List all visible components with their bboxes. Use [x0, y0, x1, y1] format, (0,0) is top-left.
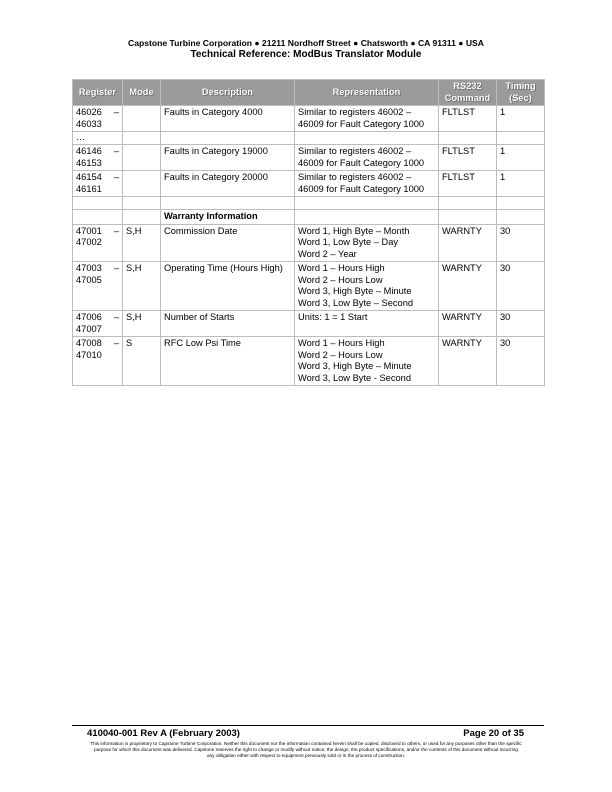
register-dash: –	[113, 263, 119, 273]
representation-line: 46009 for Fault Category 1000	[298, 183, 425, 194]
empty-cell	[161, 197, 295, 210]
register-range-start	[76, 312, 119, 324]
table-row	[73, 224, 545, 262]
register-cell	[73, 337, 123, 386]
mode-cell: S,H	[123, 262, 161, 311]
table-row	[73, 106, 545, 132]
table-row	[73, 210, 545, 225]
register-end: 46153	[76, 157, 102, 168]
register-range-start	[76, 338, 119, 350]
representation-cell	[295, 311, 439, 337]
table-row	[73, 311, 545, 337]
representation-line: Word 3, Low Byte - Second	[298, 372, 411, 383]
representation-line: Units: 1 = 1 Start	[298, 312, 368, 322]
table-row	[73, 171, 545, 197]
register-end: 46033	[76, 118, 102, 129]
register-dash: –	[113, 172, 119, 182]
register-cell	[73, 311, 123, 337]
mode-cell	[123, 106, 161, 132]
register-cell	[73, 262, 123, 311]
register-dash: –	[113, 225, 119, 236]
register-end: 46161	[76, 183, 102, 194]
description-cell: Faults in Category 20000	[161, 171, 295, 197]
register-start: 46146	[76, 146, 102, 156]
table-row	[73, 337, 545, 386]
description-cell: Operating Time (Hours High)	[161, 262, 295, 311]
register-start: 47003	[76, 263, 102, 273]
register-start: 46154	[76, 172, 102, 182]
representation-line: Word 1, Low Byte – Day	[298, 237, 399, 247]
table-row	[73, 132, 545, 145]
mode-cell: S,H	[123, 224, 161, 262]
col-header-timing	[497, 80, 545, 106]
company-address-line: Capstone Turbine Corporation ● 21211 Nordhoff Street ● Chatsworth ● CA 91311 ● USA	[128, 38, 484, 48]
empty-cell	[497, 210, 545, 225]
description-cell: Faults in Category 19000	[161, 145, 295, 171]
representation-line: Word 3, High Byte – Minute	[298, 286, 412, 296]
mode-cell: S,H	[123, 311, 161, 337]
representation-cell	[295, 337, 439, 386]
empty-cell	[439, 132, 497, 145]
footer-page-number: Page 20 of 35	[463, 728, 524, 739]
representation-line: Similar to registers 46002 –	[298, 107, 412, 117]
empty-cell	[123, 132, 161, 145]
representation-line: Word 1, High Byte – Month	[298, 225, 410, 236]
description-cell: Number of Starts	[161, 311, 295, 337]
empty-cell	[73, 197, 123, 210]
empty-cell	[497, 132, 545, 145]
representation-line: 46009 for Fault Category 1000	[298, 118, 425, 129]
rs232-command-cell: WARNTY	[439, 224, 497, 262]
col-header-timing-line2: (Sec)	[509, 92, 532, 103]
col-header-timing-line1: Timing	[505, 81, 536, 91]
register-end: 47005	[76, 274, 102, 285]
footer-rule	[72, 725, 544, 726]
register-range-start	[76, 107, 119, 119]
rs232-command-cell: WARNTY	[439, 311, 497, 337]
description-cell: Faults in Category 4000	[161, 106, 295, 132]
rs232-command-cell: FLTLST	[439, 145, 497, 171]
description-cell: RFC Low Psi Time	[161, 337, 295, 386]
representation-line: Word 2 – Hours Low	[298, 349, 383, 360]
representation-cell	[295, 171, 439, 197]
register-cell	[73, 171, 123, 197]
timing-cell: 30	[497, 311, 545, 337]
representation-cell	[295, 262, 439, 311]
col-header-rs232-line1: RS232	[453, 81, 482, 91]
timing-cell: 30	[497, 262, 545, 311]
mode-cell	[123, 171, 161, 197]
document-title: Technical Reference: ModBus Translator Module	[190, 49, 422, 60]
rs232-command-cell: WARNTY	[439, 262, 497, 311]
table-row	[73, 145, 545, 171]
timing-cell: 1	[497, 145, 545, 171]
register-end: 47002	[76, 237, 102, 247]
timing-cell: 30	[497, 337, 545, 386]
empty-cell	[295, 132, 439, 145]
register-table	[72, 79, 545, 386]
timing-cell: 1	[497, 171, 545, 197]
empty-cell	[73, 210, 123, 225]
register-dash: –	[113, 338, 119, 348]
register-dash: –	[113, 146, 119, 156]
mode-cell: S	[123, 337, 161, 386]
table-header-row	[73, 80, 545, 106]
table-row	[73, 262, 545, 311]
mode-cell	[123, 145, 161, 171]
footer-doc-id: 410040-001 Rev A (February 2003)	[87, 728, 240, 739]
empty-cell	[497, 197, 545, 210]
rs232-command-cell: WARNTY	[439, 337, 497, 386]
empty-cell	[439, 210, 497, 225]
register-start: 46026	[76, 107, 102, 117]
register-dash: –	[113, 312, 119, 322]
representation-line: Word 2 – Hours Low	[298, 274, 383, 285]
empty-cell	[439, 197, 497, 210]
empty-cell	[161, 132, 295, 145]
empty-cell	[123, 197, 161, 210]
register-end: 47010	[76, 349, 102, 360]
col-header-description: Description	[161, 80, 295, 106]
col-header-mode: Mode	[123, 80, 161, 106]
section-heading: Warranty Information	[161, 210, 295, 225]
representation-line: Word 2 – Year	[298, 248, 357, 259]
register-end: 47007	[76, 323, 102, 334]
representation-line: 46009 for Fault Category 1000	[298, 157, 425, 168]
representation-line: Similar to registers 46002 –	[298, 146, 412, 156]
rs232-command-cell: FLTLST	[439, 106, 497, 132]
empty-cell	[123, 210, 161, 225]
empty-cell	[295, 210, 439, 225]
representation-cell	[295, 224, 439, 262]
register-range-start	[76, 172, 119, 184]
representation-line: Word 1 – Hours High	[298, 338, 385, 348]
ellipsis-cell: …	[73, 132, 123, 145]
spacer-row	[73, 197, 545, 210]
description-cell: Commission Date	[161, 224, 295, 262]
register-start: 47006	[76, 312, 102, 322]
col-header-rs232-command	[439, 80, 497, 106]
representation-line: Word 3, High Byte – Minute	[298, 361, 412, 371]
representation-cell	[295, 145, 439, 171]
empty-cell	[295, 197, 439, 210]
register-start: 47008	[76, 338, 102, 348]
timing-cell: 1	[497, 106, 545, 132]
col-header-rs232-line2: Command	[444, 92, 491, 103]
col-header-representation: Representation	[295, 80, 439, 106]
representation-line: Word 1 – Hours High	[298, 263, 385, 273]
register-range-start	[76, 263, 119, 275]
register-range-start	[76, 146, 119, 158]
representation-line: Word 3, Low Byte – Second	[298, 297, 414, 308]
rs232-command-cell: FLTLST	[439, 171, 497, 197]
representation-cell	[295, 106, 439, 132]
footer-disclaimer: This information is proprietary to Capstone Turbine Corporation. Neither this document nor the information contained herein shall be copied, disclosed to others, or used for any purposes other than the specific purpose for which this document was delivered. Capstone reserves the right to change or modify without notice, the design, the product specifications, and/or the contents of this document without incurring any obligation either with respect to equipment previously sold or in the process of construction.	[90, 741, 522, 758]
register-cell	[73, 224, 123, 262]
register-cell	[73, 106, 123, 132]
timing-cell: 30	[497, 224, 545, 262]
register-cell	[73, 145, 123, 171]
register-start: 47001	[76, 225, 102, 236]
col-header-register: Register	[73, 80, 123, 106]
register-range-start	[76, 226, 119, 238]
representation-line: Similar to registers 46002 –	[298, 172, 412, 182]
register-dash: –	[113, 107, 119, 117]
